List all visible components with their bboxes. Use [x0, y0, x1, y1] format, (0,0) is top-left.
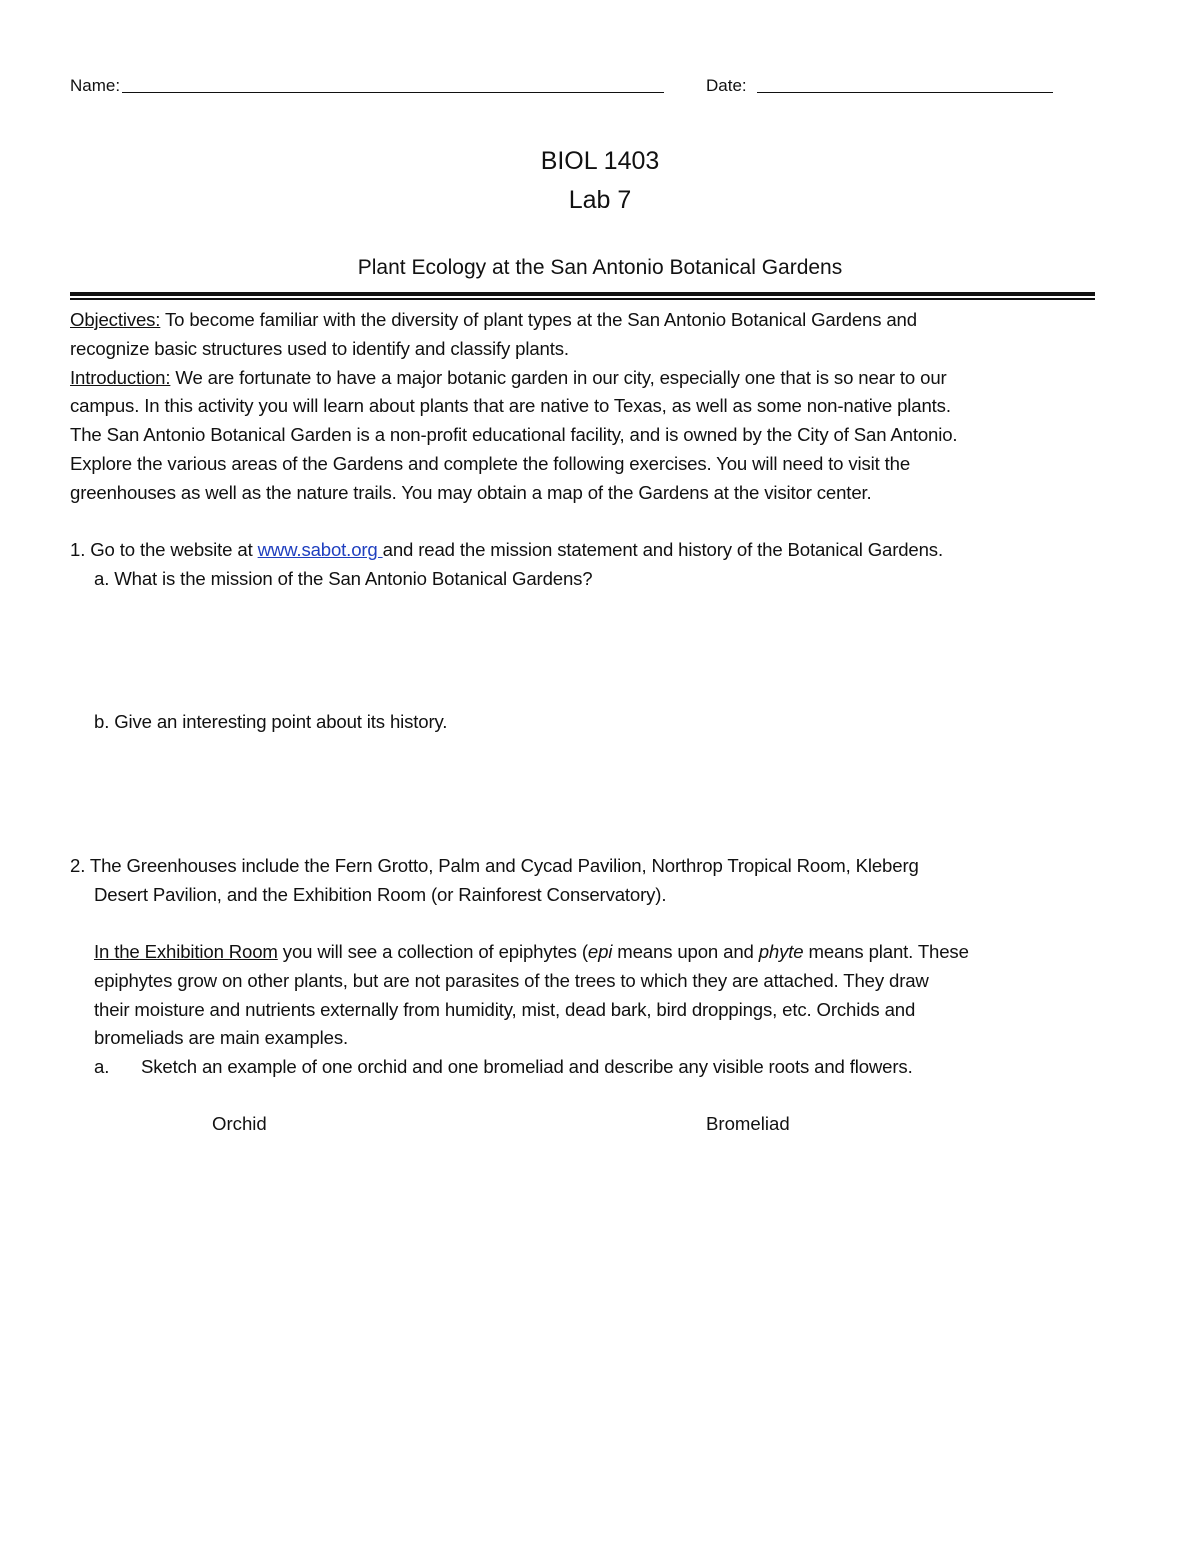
thin-divider: [70, 298, 1095, 300]
name-field[interactable]: [122, 92, 664, 93]
date-field[interactable]: [757, 92, 1053, 93]
question-1b: b. Give an interesting point about its history.: [94, 711, 448, 732]
exhibition-line-3: their moisture and nutrients externally from humidity, mist, dead bark, bird droppings, etc. Orchids and: [94, 998, 916, 1020]
exhibition-line-1: In the Exhibition Room you will see a collection of epiphytes (epi means upon and phyte means plant. These: [94, 941, 969, 962]
name-label: Name:: [70, 76, 121, 95]
question-2-line-2: Desert Pavilion, and the Exhibition Room (or Rainforest Conservatory).: [94, 883, 667, 905]
introduction-label: Introduction:: [70, 366, 171, 388]
objectives-line-1: Objectives: To become familiar with the diversity of plant types at the San Antonio Botanical Gardens and: [70, 309, 917, 330]
lab-subtitle: Plant Ecology at the San Antonio Botanical Gardens: [357, 256, 843, 279]
introduction-line-1: Introduction: We are fortunate to have a major botanic garden in our city, especially one that is so near to our: [70, 366, 947, 388]
lab-title: Lab 7: [568, 186, 632, 214]
exhibition-line-4: bromeliads are main examples.: [94, 1027, 349, 1049]
objectives-line-2: recognize basic structures used to identify and classify plants.: [70, 337, 569, 359]
question-1a: a. What is the mission of the San Antonio Botanical Gardens?: [94, 567, 593, 589]
exhibition-room-label: In the Exhibition Room: [94, 941, 278, 962]
course-title: BIOL 1403: [540, 147, 660, 175]
question-2a-marker: a.: [94, 1056, 110, 1078]
objectives-introduction-block: [70, 306, 1135, 508]
bromeliad-label: Bromeliad: [706, 1113, 790, 1134]
question-2: [70, 852, 1135, 910]
exhibition-line-2: epiphytes grow on other plants, but are not parasites of the trees to which they are attached. They draw: [94, 969, 929, 991]
introduction-line-2: campus. In this activity you will learn about plants that are native to Texas, as well as some non-native plants.: [70, 395, 951, 417]
sabot-website-link[interactable]: www.sabot.org: [257, 539, 383, 560]
introduction-line-5: greenhouses as well as the nature trails. You may obtain a map of the Gardens at the visitor center.: [70, 481, 872, 503]
objectives-label: Objectives:: [70, 309, 161, 330]
question-1-text: 1. Go to the website at www.sabot.org and read the mission statement and history of the Botanical Gardens.: [70, 539, 943, 560]
thick-divider: [70, 292, 1095, 296]
exhibition-room-paragraph: [70, 938, 1135, 1082]
date-label: Date:: [706, 76, 747, 95]
question-1: [70, 536, 1135, 594]
orchid-label: Orchid: [212, 1113, 267, 1134]
question-2-line-1: 2. The Greenhouses include the Fern Grotto, Palm and Cycad Pavilion, Northrop Tropical Room, Kleberg: [70, 855, 919, 876]
introduction-line-3: The San Antonio Botanical Garden is a non-profit educational facility, and is owned by the City of San Antonio.: [70, 424, 958, 446]
question-2a: a. Sketch an example of one orchid and one bromeliad and describe any visible roots and flowers.: [70, 1053, 1135, 1082]
introduction-line-4: Explore the various areas of the Gardens and complete the following exercises. You will need to visit the: [70, 452, 911, 474]
